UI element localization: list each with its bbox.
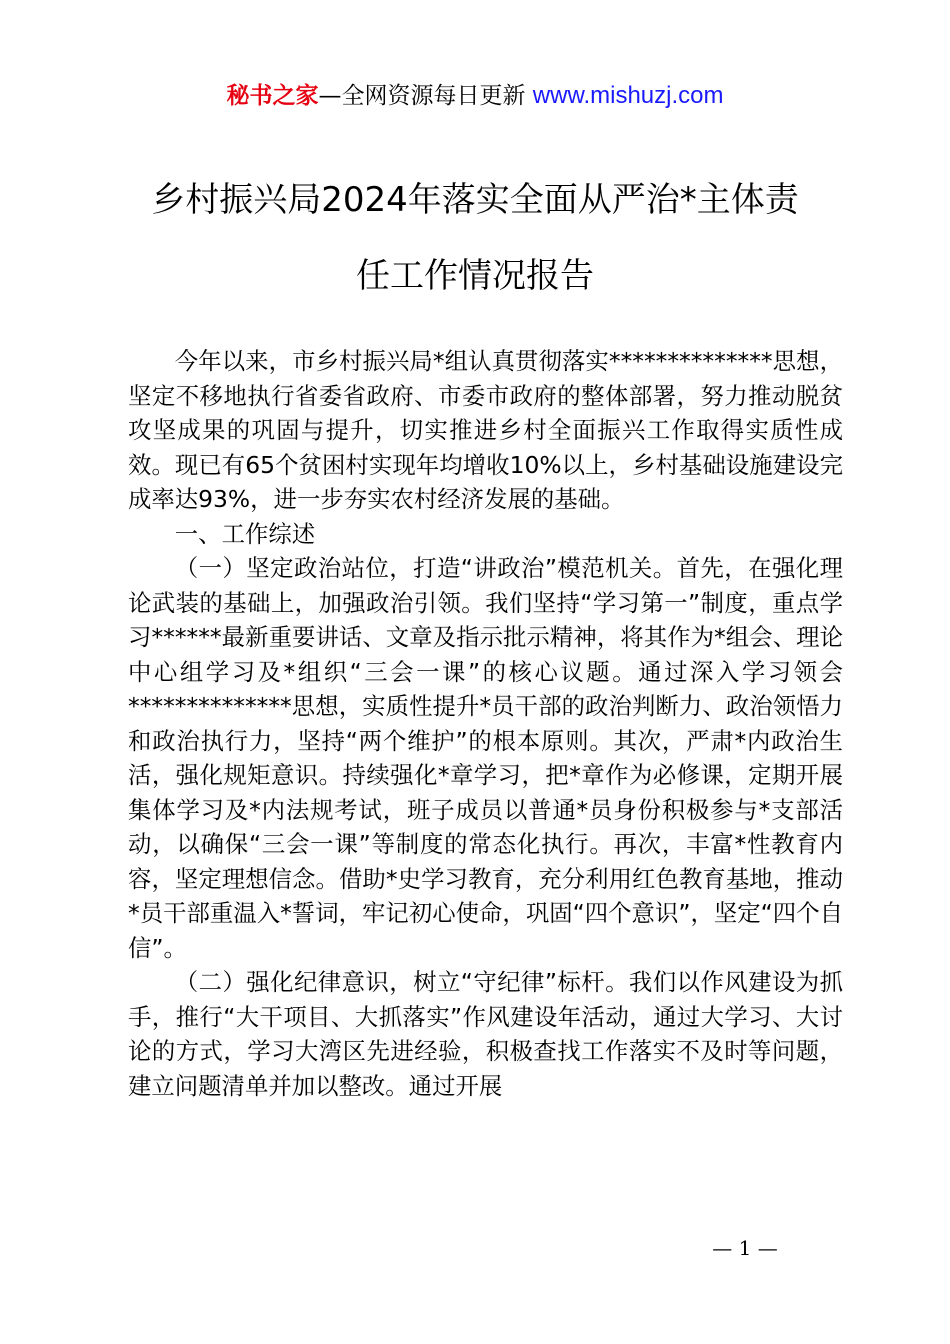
document-body bbox=[128, 344, 843, 1103]
intro-paragraph: 今年以来，市乡村振兴局*组认真贯彻落实**************思想，坚定不移地执行省委省政府、市委市政府的整体部署，努力推动脱贫攻坚成果的巩固与提升，切实推进乡村全面振兴工作取得实质性成效。现已有65个贫困村实现年均增收10%以上，乡村基础设施建设完成率达93%，进一步夯实农村经济发展的基础。 bbox=[128, 347, 843, 513]
title-line-2: 任工作情况报告 bbox=[356, 256, 594, 296]
document-title bbox=[100, 162, 850, 314]
title-line-1: 乡村振兴局2024年落实全面从严治*主体责 bbox=[151, 180, 799, 220]
body-paragraph: （一）坚定政治站位，打造“讲政治”模范机关。首先，在强化理论武装的基础上，加强政治引领。我们坚持“学习第一”制度，重点学习******最新重要讲话、文章及指示批示精神，将其作为*组会、理论中心组学习及*组织“三会一课”的核心议题。通过深入学习领会**************思想，实质性提升*员干部的政治判断力、政治领悟力和政治执行力，坚持“两个维护”的根本原则。其次，严肃*内政治生活，强化规矩意识。持续强化*章学习，把*章作为必修课，定期开展集体学习及*内法规考试，班子成员以普通*员身份积极参与*支部活动，以确保“三会一课”等制度的常态化执行。再次，丰富*性教育内容，坚定理想信念。借助*史学习教育，充分利用红色教育基地，推动*员干部重温入*誓词，牢记初心使命，巩固“四个意识”，坚定“四个自信”。 bbox=[128, 554, 843, 962]
site-tagline: —全网资源每日更新 bbox=[318, 83, 533, 109]
section-heading: 一、工作综述 bbox=[174, 519, 316, 548]
site-banner bbox=[0, 80, 950, 112]
site-url-link[interactable]: www.mishuzj.com bbox=[532, 82, 724, 109]
body-paragraph: （二）强化纪律意识，树立“守纪律”标杆。我们以作风建设为抓手，推行“大干项目、大抓落实”作风建设年活动，通过大学习、大讨论的方式，学习大湾区先进经验，积极查找工作落实不及时等问题，建立问题清单并加以整改。通过开展 bbox=[128, 968, 843, 1100]
page-number: — 1 — bbox=[712, 1236, 778, 1260]
site-brand: 秘书之家 bbox=[226, 83, 319, 109]
